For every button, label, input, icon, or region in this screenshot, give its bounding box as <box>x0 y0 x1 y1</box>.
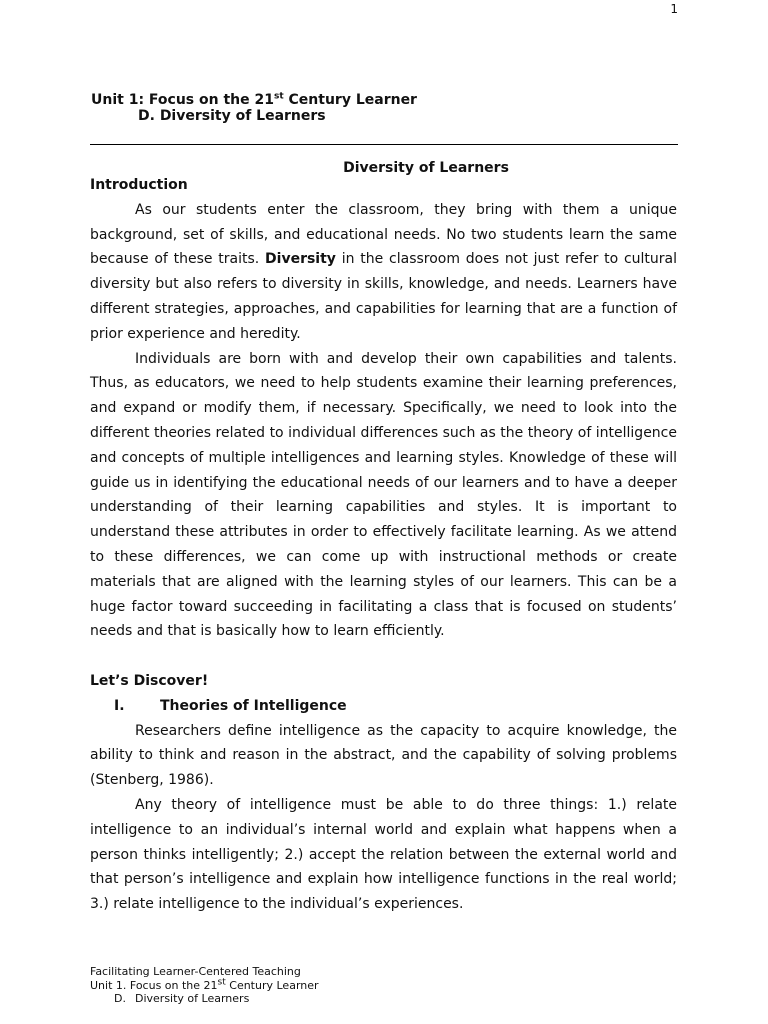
unit-subtitle: D. Diversity of Learners <box>138 108 326 124</box>
document-header <box>91 92 417 124</box>
theories-paragraph-1: Researchers define intelligence as the capacity to acquire knowledge, the ability to think and reason in the abstract, and the capability of solving problems (Stenberg, 1986). <box>90 722 677 789</box>
introduction-paragraph-2: Individuals are born with and develop their own capabilities and talents. Thus, as educators, we need to help students examine their learning preferences, and expand or modify them, if necessary. Specifically, we need to look into the different theories related to individual differences such as the theory of intelligence and concepts of multiple intelligences and learning styles. Knowledge of these will guide us in identifying the educational needs of our learners and to have a deeper understanding of their learning capabilities and styles. It is important to understand these attributes in order to effectively facilitate learning. As we attend to these differences, we can come up with instructional methods or create materials that are aligned with the learning styles of our learners. This can be a huge factor toward succeeding in facilitating a class that is focused on students’ needs and that is basically how to learn efficiently. <box>90 350 677 640</box>
page-number: 1 <box>670 2 678 16</box>
footer-course: Facilitating Learner-Centered Teaching <box>90 965 301 978</box>
theories-paragraph-2: Any theory of intelligence must be able to do three things: 1.) relate intelligence to an individual’s internal world and explain what happens when a person thinks intelligently; 2.) accept the relation between the external world and that person’s intelligence and explain how intelligence functions in the real world; 3.) relate intelligence to the individual’s experiences. <box>90 796 677 913</box>
footer-section: D. Diversity of Learners <box>114 992 250 1005</box>
page-title: Diversity of Learners <box>343 160 509 176</box>
introduction-paragraph-1: As our students enter the classroom, they bring with them a unique background, set of skills, and educational needs. No two students learn the same because of these traits. Diversity in the classroom does not just refer to cultural diversity but also refers to diversity in skills, knowledge, and needs. Learners have different strategies, approaches, and capabilities for learning that are a function of prior experience and heredity. <box>90 201 677 342</box>
document-footer <box>90 965 319 1006</box>
discover-heading: Let’s Discover! <box>90 672 209 689</box>
footer-unit: Unit 1. Focus on the 21st Century Learner <box>90 976 319 992</box>
header-divider <box>90 144 678 145</box>
introduction-heading: Introduction <box>90 177 188 193</box>
section-heading-theories: I. Theories of Intelligence <box>114 697 347 714</box>
unit-heading: Unit 1: Focus on the 21st Century Learner <box>91 91 417 108</box>
diversity-term: Diversity <box>265 251 336 268</box>
document-body <box>90 173 677 917</box>
